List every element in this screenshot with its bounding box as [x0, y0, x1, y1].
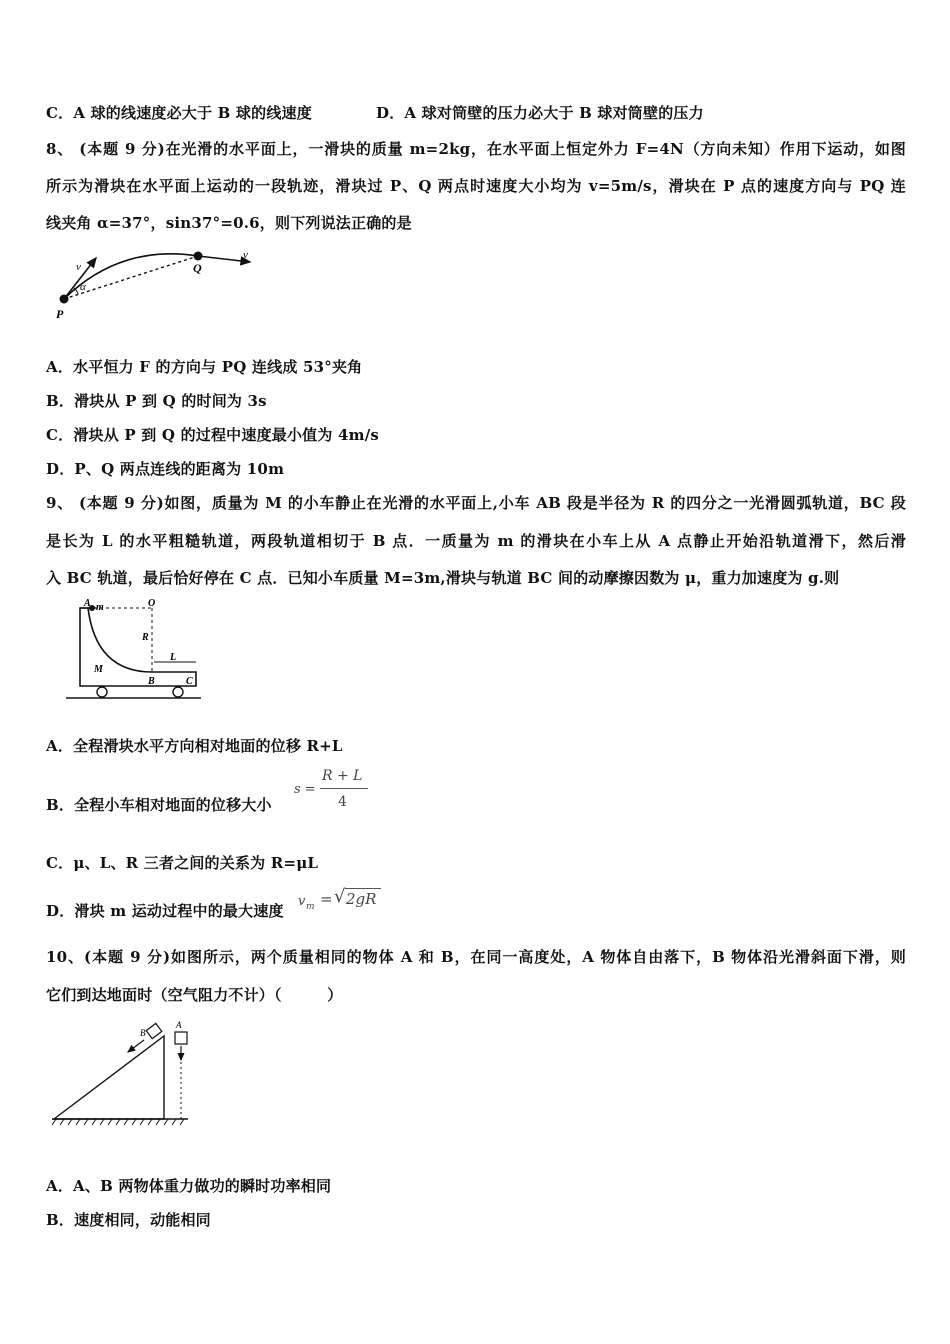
sqrt-bar [345, 888, 381, 889]
label-v1: v [76, 261, 81, 273]
label-q: Q [193, 261, 202, 275]
label-b: B [148, 676, 155, 687]
q8-text-line1: 8、 (本题 9 分)在光滑的水平面上，一滑块的质量 m=2kg，在水平面上恒定外力 F=4N（方向未知）作用下运动，如图 [46, 140, 906, 158]
formula-b-lhs: s = [294, 782, 316, 797]
label-c: C [186, 676, 193, 687]
label-o: O [148, 598, 156, 609]
label-alpha: α [80, 281, 86, 293]
wheel-right [173, 687, 183, 697]
q9-option-a: A．全程滑块水平方向相对地面的位移 R+L [46, 737, 343, 755]
incline [54, 1036, 164, 1119]
q10-option-a: A．A、B 两物体重力做功的瞬时功率相同 [46, 1177, 332, 1195]
label-b: B [140, 1028, 146, 1038]
q9-option-c: C．μ、L、R 三者之间的关系为 R=μL [46, 854, 319, 872]
point-p [60, 295, 69, 304]
formula-b-den: 4 [338, 794, 347, 810]
block-a [175, 1032, 187, 1044]
q9-option-d-formula [298, 884, 398, 914]
label-a: A [176, 1020, 182, 1030]
label-v2: v [243, 249, 248, 261]
block-b [146, 1023, 162, 1038]
formula-b-num: R + L [322, 768, 363, 784]
q8-option-d: D．P、Q 两点连线的距离为 10m [46, 460, 285, 478]
formula-d-rad: 2gR [346, 890, 377, 908]
q8-text-line2: 所示为滑块在水平面上运动的一段轨迹，滑块过 P、Q 两点时速度大小均为 v=5m/s，滑块在 P 点的速度方向与 PQ 连 [46, 177, 906, 195]
q10-text-line2: 它们到达地面时（空气阻力不计）（ ） [46, 986, 343, 1004]
q9-option-d: D．滑块 m 运动过程中的最大速度 [46, 902, 284, 920]
q8-trajectory-figure [50, 244, 270, 324]
label-p: P [56, 307, 64, 321]
q10-option-b: B．速度相同，动能相同 [46, 1211, 211, 1229]
q8-option-c: C．滑块从 P 到 Q 的过程中速度最小值为 4m/s [46, 426, 380, 444]
option-d-prev: D．A 球对筒壁的压力必大于 B 球对筒壁的压力 [376, 104, 704, 122]
formula-d-eq: = [320, 890, 333, 908]
formula-d-v: v [298, 894, 306, 909]
label-m: m [96, 602, 104, 613]
q9-cart-figure [66, 598, 206, 708]
label-r: R [142, 632, 149, 643]
q8-text-line3: 线夹角 α=37°，sin37°=0.6，则下列说法正确的是 [46, 214, 412, 232]
q10-incline-figure [44, 1016, 194, 1132]
arrow-b [128, 1040, 144, 1052]
q10-text-line1: 10、(本题 9 分)如图所示，两个质量相同的物体 A 和 B，在同一高度处，A 物体自由落下，B 物体沿光滑斜面下滑，则 [46, 948, 906, 966]
label-big-m: M [94, 664, 103, 675]
q8-option-b: B．滑块从 P 到 Q 的时间为 3s [46, 392, 267, 410]
point-q [194, 252, 203, 261]
q9-option-b: B．全程小车相对地面的位移大小 [46, 796, 272, 814]
sqrt-sign: √ [334, 886, 346, 907]
wheel-left [97, 687, 107, 697]
q8-option-a: A．水平恒力 F 的方向与 PQ 连线成 53°夹角 [46, 358, 363, 376]
fraction-bar [320, 788, 368, 789]
q9-text-line1: 9、 (本题 9 分)如图，质量为 M 的小车静止在光滑的水平面上,小车 AB 段是半径为 R 的四分之一光滑圆弧轨道，BC 段 [46, 494, 906, 512]
ground-hatch [52, 1119, 184, 1125]
q9-text-line2: 是长为 L 的水平粗糙轨道，两段轨道相切于 B 点．一质量为 m 的滑块在小车上从 A 点静止开始沿轨道滑下，然后滑 [46, 532, 906, 550]
q9-option-b-formula [294, 768, 374, 818]
option-c-prev: C．A 球的线速度必大于 B 球的线速度 [46, 104, 312, 122]
formula-d-sub: m [306, 902, 315, 912]
label-a: A [84, 598, 91, 609]
label-l: L [170, 652, 177, 663]
q9-text-line3: 入 BC 轨道，最后恰好停在 C 点．已知小车质量 M=3m,滑块与轨道 BC 间的动摩擦因数为 μ，重力加速度为 g.则 [46, 569, 840, 587]
